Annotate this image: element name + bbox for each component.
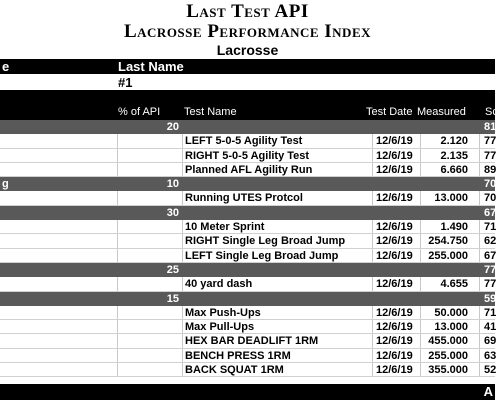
grid-line (182, 234, 183, 247)
grid-line (182, 349, 183, 362)
table-row (0, 334, 495, 348)
grid-line (117, 249, 118, 262)
grid-line (117, 134, 118, 147)
test-name: Planned AFL Agility Run (185, 163, 313, 176)
section-score: 77 (484, 263, 497, 276)
section-label: g (2, 178, 9, 191)
test-date: 12/6/19 (376, 235, 413, 248)
table-row (0, 349, 495, 363)
test-name: 10 Meter Sprint (185, 221, 265, 234)
section-pct-api: 20 (166, 121, 179, 133)
col-test-date: Test Date (366, 106, 413, 118)
grid-line (420, 134, 421, 147)
grid-line (182, 334, 183, 347)
sport-label: Lacrosse (216, 42, 279, 58)
test-date: 12/6/19 (376, 163, 413, 176)
table-row (0, 134, 495, 148)
test-date: 12/6/19 (376, 221, 413, 234)
grid-line (479, 220, 480, 233)
footer-bar (0, 384, 495, 400)
grid-line (182, 363, 183, 376)
grid-line (182, 149, 183, 162)
grid-line (420, 363, 421, 376)
table-row (0, 220, 495, 234)
test-name: LEFT Single Leg Broad Jump (185, 249, 339, 262)
test-name: Running UTES Protcol (185, 192, 303, 205)
grid-line (182, 320, 183, 333)
grid-line (182, 191, 183, 204)
grid-line (182, 220, 183, 233)
grid-line (420, 149, 421, 162)
test-score: 71 (484, 306, 497, 319)
test-date: 12/6/19 (376, 335, 413, 348)
grid-line (420, 220, 421, 233)
test-name: HEX BAR DEADLIFT 1RM (185, 335, 319, 348)
test-score: 77 (484, 278, 497, 291)
grid-line (479, 349, 480, 362)
test-measured: 455.000 (428, 335, 468, 348)
grid-line (117, 363, 118, 376)
grid-line (479, 191, 480, 204)
grid-line (420, 306, 421, 319)
test-measured: 6.660 (440, 163, 468, 176)
grid-line (117, 163, 118, 176)
test-name: 40 yard dash (185, 278, 253, 291)
test-measured: 13.000 (434, 321, 468, 334)
test-score: 89 (484, 163, 497, 176)
grid-line (117, 334, 118, 347)
test-date: 12/6/19 (376, 321, 413, 334)
col-test-name: Test Name (184, 106, 237, 118)
test-measured: 255.000 (428, 249, 468, 262)
test-date: 12/6/19 (376, 249, 413, 262)
athlete-last-name: #1 (118, 75, 133, 90)
test-date: 12/6/19 (376, 149, 413, 162)
table-row (0, 234, 495, 248)
test-name: Max Push-Ups (185, 306, 261, 319)
section-score: 81 (484, 121, 497, 133)
first-name-header: e (2, 59, 10, 74)
table-row (0, 249, 495, 263)
test-measured: 2.120 (440, 135, 468, 148)
test-date: 12/6/19 (376, 364, 413, 377)
grid-line (479, 363, 480, 376)
grid-line (420, 277, 421, 290)
test-name: BENCH PRESS 1RM (185, 349, 291, 362)
test-score: 67 (484, 249, 497, 262)
results-table (0, 120, 495, 377)
grid-line (372, 334, 373, 347)
grid-line (372, 134, 373, 147)
last-name-header: Last Name (118, 59, 184, 74)
grid-line (420, 234, 421, 247)
grid-line (182, 134, 183, 147)
table-row (0, 149, 495, 163)
table-row (0, 191, 495, 205)
section-row (0, 177, 495, 191)
grid-line (117, 349, 118, 362)
grid-line (372, 277, 373, 290)
section-row (0, 120, 495, 134)
test-measured: 355.000 (428, 364, 468, 377)
grid-line (420, 349, 421, 362)
grid-line (372, 191, 373, 204)
section-pct-api: 10 (166, 178, 179, 191)
grid-line (372, 320, 373, 333)
test-score: 41 (484, 321, 497, 334)
col-pct-api: % of API (118, 106, 161, 118)
grid-line (479, 320, 480, 333)
section-pct-api: 15 (166, 292, 179, 305)
grid-line (420, 334, 421, 347)
test-name: LEFT 5-0-5 Agility Test (185, 135, 303, 148)
grid-line (372, 349, 373, 362)
test-score: 62 (484, 235, 497, 248)
test-score: 77 (484, 135, 497, 148)
test-score: 71 (484, 221, 497, 234)
grid-line (182, 249, 183, 262)
test-name: RIGHT 5-0-5 Agility Test (185, 149, 310, 162)
report-title: Last Test API (186, 1, 309, 22)
test-score: 52 (484, 364, 497, 377)
grid-line (372, 249, 373, 262)
test-score: 69 (484, 335, 497, 348)
test-measured: 13.000 (434, 192, 468, 205)
col-measured: Measured (417, 106, 466, 118)
test-measured: 254.750 (428, 235, 468, 248)
test-score: 70 (484, 192, 497, 205)
grid-line (420, 320, 421, 333)
test-name: RIGHT Single Leg Broad Jump (185, 235, 346, 248)
table-row (0, 363, 495, 377)
test-name: Max Pull-Ups (185, 321, 255, 334)
test-date: 12/6/19 (376, 192, 413, 205)
test-date: 12/6/19 (376, 306, 413, 319)
grid-line (372, 363, 373, 376)
grid-line (117, 320, 118, 333)
table-row (0, 163, 495, 177)
grid-line (117, 234, 118, 247)
test-measured: 255.000 (428, 349, 468, 362)
table-row (0, 320, 495, 334)
test-date: 12/6/19 (376, 135, 413, 148)
section-row (0, 206, 495, 220)
grid-line (372, 234, 373, 247)
grid-line (182, 277, 183, 290)
grid-line (479, 149, 480, 162)
grid-line (420, 191, 421, 204)
grid-line (479, 277, 480, 290)
grid-line (182, 306, 183, 319)
report-subtitle-index: Lacrosse Performance Index (123, 21, 372, 42)
grid-line (479, 163, 480, 176)
section-row (0, 292, 495, 306)
test-date: 12/6/19 (376, 349, 413, 362)
grid-line (372, 149, 373, 162)
grid-line (479, 234, 480, 247)
grid-line (117, 149, 118, 162)
grid-line (372, 163, 373, 176)
test-measured: 50.000 (434, 306, 468, 319)
table-row (0, 306, 495, 320)
grid-line (479, 134, 480, 147)
test-name: BACK SQUAT 1RM (185, 364, 284, 377)
grid-line (420, 249, 421, 262)
test-date: 12/6/19 (376, 278, 413, 291)
test-score: 77 (484, 149, 497, 162)
grid-line (117, 306, 118, 319)
test-measured: 1.490 (440, 221, 468, 234)
grid-line (117, 220, 118, 233)
test-measured: 4.655 (440, 278, 468, 291)
grid-line (182, 163, 183, 176)
test-measured: 2.135 (440, 149, 468, 162)
section-pct-api: 30 (166, 206, 179, 219)
name-header-bar (0, 59, 495, 74)
grid-line (479, 334, 480, 347)
section-score: 70 (484, 178, 497, 191)
test-score: 63 (484, 349, 497, 362)
grid-line (479, 306, 480, 319)
footer-label: A (483, 384, 493, 399)
grid-line (372, 306, 373, 319)
section-score: 67 (484, 206, 497, 219)
grid-line (372, 220, 373, 233)
section-score: 59 (484, 292, 497, 305)
grid-line (117, 277, 118, 290)
grid-line (420, 163, 421, 176)
grid-line (479, 249, 480, 262)
col-score: Sc (485, 106, 498, 118)
grid-line (117, 191, 118, 204)
section-pct-api: 25 (166, 263, 179, 276)
table-row (0, 277, 495, 291)
section-row (0, 263, 495, 277)
